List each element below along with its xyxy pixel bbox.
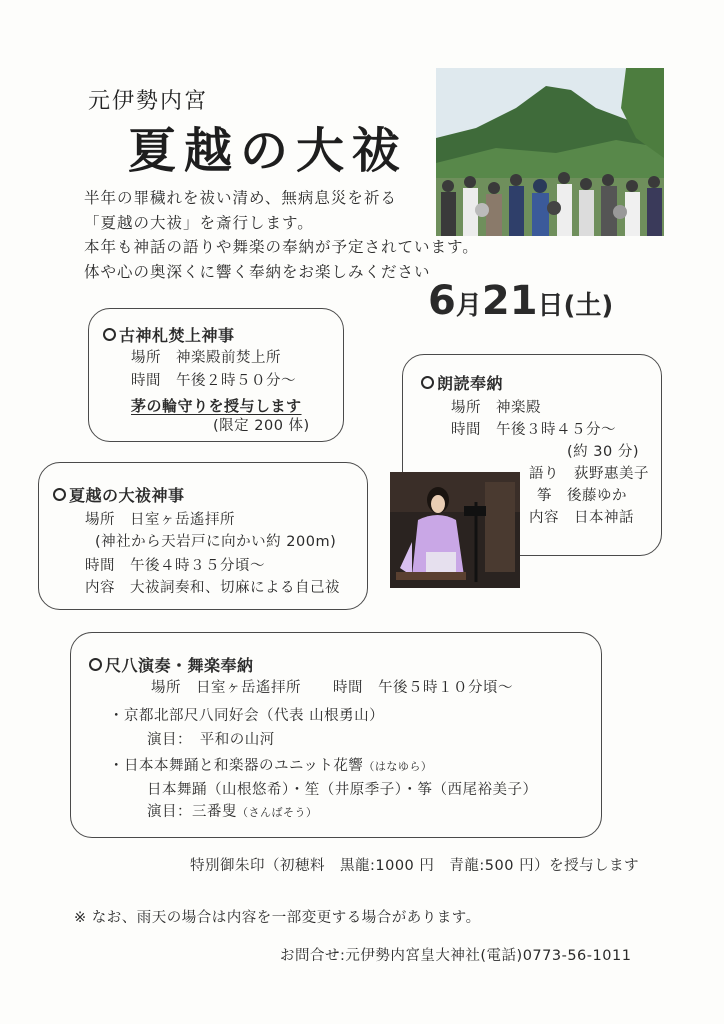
performer-photo xyxy=(390,472,520,588)
page-title: 夏越の大祓 xyxy=(128,123,409,179)
event-fudaage-note: 茅の輪守りを授与します xyxy=(131,397,302,415)
contact-info: お問合せ:元伊勢内宮皇大神社(電話)0773-56-1011 xyxy=(280,948,632,964)
event-shakuhachi-group1: ・京都北部尺八同好会（代表 山根勇山） xyxy=(109,708,385,724)
date-day: 21 xyxy=(481,278,538,324)
event-shakuhachi-place: 場所 日室ヶ岳遙拝所 xyxy=(151,680,301,696)
event-fudaage-box xyxy=(88,308,344,442)
event-ooharae-time: 時間 午後４時３５分頃～ xyxy=(85,558,265,574)
event-shakuhachi-time: 時間 午後５時１０分頃～ xyxy=(333,680,513,696)
event-shakuhachi-heading: 尺八演奏・舞楽奉納 xyxy=(89,653,254,676)
mountain-crowd-photo xyxy=(436,68,664,236)
event-reading-time: 時間 午後３時４５分～ xyxy=(451,422,616,438)
event-shakuhachi-program2: 演目：三番叟（さんばそう） xyxy=(147,804,318,820)
event-shakuhachi-performers2: 日本舞踊（山根悠希）・笙（井原季子）・筝（西尾裕美子） xyxy=(147,782,538,798)
date-month-unit: 月 xyxy=(455,291,482,321)
event-date xyxy=(428,278,613,324)
intro-line: 「夏越の大祓」を斎行します。 xyxy=(84,213,314,232)
event-reading-duration: (約 30 分) xyxy=(567,444,639,460)
event-ooharae-heading: 夏越の大祓神事 xyxy=(53,483,185,506)
event-shakuhachi-box xyxy=(70,632,602,838)
event-ooharae-place: 場所 日室ヶ岳遙拝所 xyxy=(85,512,235,528)
event-fudaage-limit: (限定 200 体) xyxy=(213,418,310,434)
circle-bullet-icon xyxy=(103,328,116,341)
event-ooharae-content: 内容 大祓詞奏和、切麻による自己祓 xyxy=(85,580,340,596)
event-reading-koto: 筝 後藤ゆか xyxy=(537,488,627,504)
event-shakuhachi-group2: ・日本本舞踊と和楽器のユニット花響（はなゆら） xyxy=(109,758,433,774)
intro-text xyxy=(84,186,479,284)
program2-reading: （さんばそう） xyxy=(237,806,318,819)
circle-bullet-icon xyxy=(421,376,434,389)
event-ooharae-place-note: (神社から天岩戸に向かい約 200m) xyxy=(95,534,337,550)
circle-bullet-icon xyxy=(89,658,102,671)
intro-line: 半年の罪穢れを祓い清め、無病息災を祈る xyxy=(84,189,397,207)
group2-reading: （はなゆら） xyxy=(363,760,433,773)
event-fudaage-heading: 古神札焚上神事 xyxy=(103,323,235,346)
event-ooharae-box xyxy=(38,462,368,610)
circle-bullet-icon xyxy=(53,488,66,501)
intro-line: 本年も神話の語りや舞楽の奉納が予定されています。 xyxy=(84,238,479,256)
goshuin-note: 特別御朱印（初穂料 黒龍:1000 円 青龍:500 円）を授与します xyxy=(190,858,640,874)
event-reading-place: 場所 神楽殿 xyxy=(451,400,541,416)
date-weekday: (土) xyxy=(563,291,614,321)
intro-line: 体や心の奥深くに響く奉納をお楽しみください xyxy=(84,262,431,281)
rain-note: ※ なお、雨天の場合は内容を一部変更する場合があります。 xyxy=(74,910,481,926)
event-fudaage-place: 場所 神楽殿前焚上所 xyxy=(131,350,281,366)
event-reading-content: 内容 日本神話 xyxy=(529,510,634,526)
event-fudaage-time: 時間 午後２時５０分～ xyxy=(131,373,296,389)
shrine-name: 元伊勢内宮 xyxy=(88,89,209,114)
event-reading-heading: 朗読奉納 xyxy=(421,371,503,394)
event-shakuhachi-program1: 演目： 平和の山河 xyxy=(147,732,275,748)
date-month: 6 xyxy=(428,278,456,324)
date-day-unit: 日 xyxy=(537,291,564,321)
event-reading-narrator: 語り 荻野惠美子 xyxy=(529,466,649,482)
